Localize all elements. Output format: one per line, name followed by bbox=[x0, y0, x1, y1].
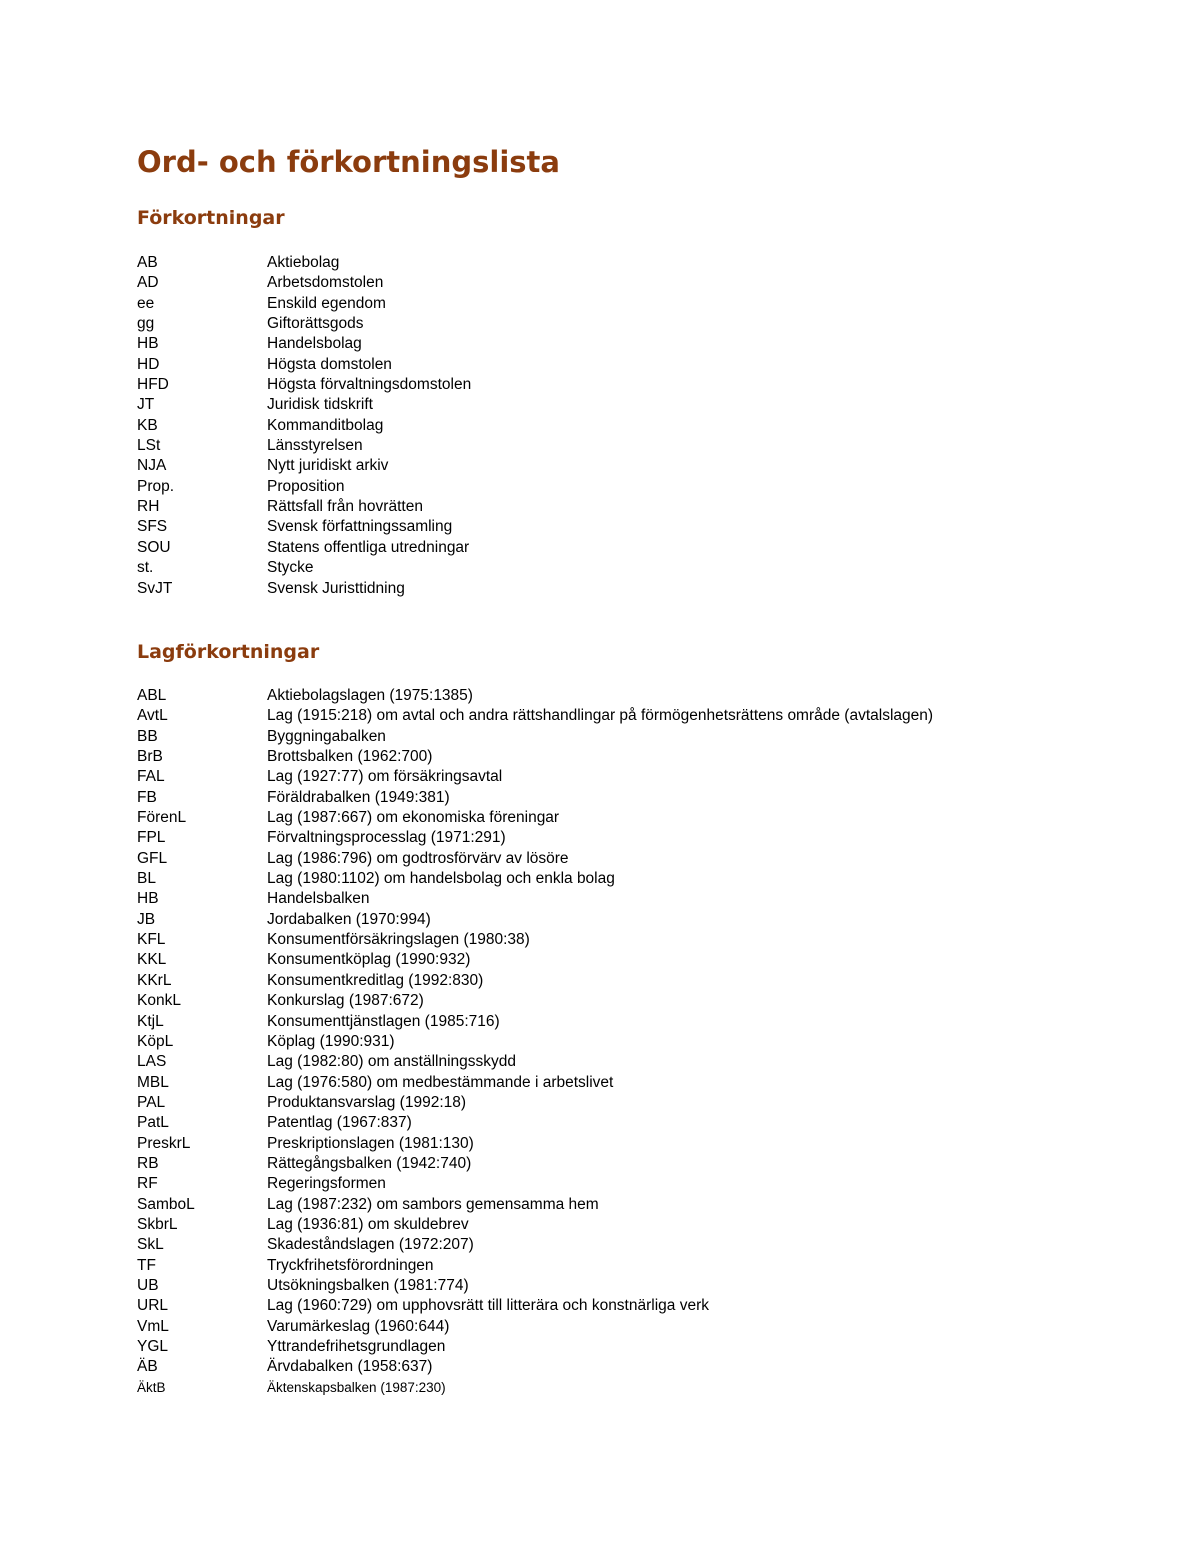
abbreviation-description: Svensk Juristtidning bbox=[267, 579, 405, 597]
list-item bbox=[137, 889, 933, 909]
law-abbreviation-term: UB bbox=[137, 1276, 159, 1294]
law-abbreviation-term: YGL bbox=[137, 1338, 169, 1355]
law-abbreviation-description: Lag (1976:580) om medbestämmande i arbetslivet bbox=[267, 1073, 614, 1091]
law-abbreviation-term: BL bbox=[137, 870, 156, 888]
list-item bbox=[137, 1378, 933, 1398]
law-abbreviation-description: Aktiebolagslagen (1975:1385) bbox=[267, 687, 473, 704]
law-abbreviation-description: Preskriptionslagen (1981:130) bbox=[267, 1134, 474, 1152]
page-title: Ord- och förkortningslista bbox=[137, 145, 560, 179]
list-item bbox=[137, 1317, 933, 1337]
list-item bbox=[137, 273, 471, 293]
abbreviation-term: SvJT bbox=[137, 579, 173, 597]
law-abbreviation-description: Lag (1927:77) om försäkringsavtal bbox=[267, 768, 503, 786]
abbreviation-term: SFS bbox=[137, 518, 168, 536]
list-item bbox=[137, 314, 471, 334]
law-abbreviation-description: Jordabalken (1970:994) bbox=[267, 910, 431, 928]
law-abbreviation-term: GFL bbox=[137, 849, 168, 867]
law-abbreviation-term: SkL bbox=[137, 1236, 164, 1254]
law-abbreviation-term: AvtL bbox=[137, 707, 168, 725]
abbreviation-term: HFD bbox=[137, 376, 169, 394]
abbreviation-description: Högsta förvaltningsdomstolen bbox=[267, 376, 472, 394]
list-item bbox=[137, 869, 933, 889]
law-abbreviation-description: Brottsbalken (1962:700) bbox=[267, 748, 433, 766]
abbreviation-term: NJA bbox=[137, 457, 167, 475]
list-item bbox=[137, 1215, 933, 1235]
list-item bbox=[137, 497, 471, 517]
law-abbreviation-description: Skadeståndslagen (1972:207) bbox=[267, 1236, 474, 1254]
abbreviation-description: Högsta domstolen bbox=[267, 355, 392, 373]
law-abbreviation-term: PAL bbox=[137, 1093, 166, 1111]
list-item bbox=[137, 808, 933, 828]
abbreviation-term: AD bbox=[137, 274, 159, 292]
list-item bbox=[137, 1357, 933, 1377]
law-abbreviation-term: MBL bbox=[137, 1073, 169, 1091]
abbreviation-term: ee bbox=[137, 294, 155, 312]
list-item bbox=[137, 477, 471, 497]
law-abbreviation-description: Lag (1980:1102) om handelsbolag och enkla bolag bbox=[267, 870, 615, 888]
list-item bbox=[137, 686, 933, 706]
list-item bbox=[137, 1032, 933, 1052]
list-item bbox=[137, 1134, 933, 1154]
law-abbreviation-term: KtjL bbox=[137, 1012, 164, 1030]
law-abbreviation-term: ÄB bbox=[137, 1358, 158, 1376]
abbreviation-description: Proposition bbox=[267, 477, 345, 495]
law-abbreviation-description: Patentlag (1967:837) bbox=[267, 1114, 412, 1132]
list-item bbox=[137, 991, 933, 1011]
law-abbreviation-description: Lag (1960:729) om upphovsrätt till litterära och konstnärliga verk bbox=[267, 1297, 709, 1315]
law-abbreviation-term: FAL bbox=[137, 768, 165, 786]
law-abbreviation-description: Produktansvarslag (1992:18) bbox=[267, 1093, 467, 1111]
list-item bbox=[137, 517, 471, 537]
law-abbreviation-description: Konsumenttjänstlagen (1985:716) bbox=[267, 1012, 500, 1030]
law-abbreviation-description: Rättegångsbalken (1942:740) bbox=[267, 1154, 472, 1172]
law-abbreviation-term: JB bbox=[137, 910, 156, 928]
law-abbreviation-term: FPL bbox=[137, 829, 166, 847]
law-abbreviation-term: VmL bbox=[137, 1317, 169, 1335]
list-item bbox=[137, 436, 471, 456]
list-item bbox=[137, 538, 471, 558]
list-item bbox=[137, 747, 933, 767]
law-abbreviation-term: URL bbox=[137, 1297, 169, 1315]
list-item bbox=[137, 1235, 933, 1255]
law-abbreviation-description: Konkurslag (1987:672) bbox=[267, 992, 424, 1010]
list-item bbox=[137, 1052, 933, 1072]
list-item bbox=[137, 727, 933, 747]
abbreviation-description: Länsstyrelsen bbox=[267, 437, 363, 455]
abbreviation-term: Prop. bbox=[137, 477, 175, 495]
list-item bbox=[137, 1296, 933, 1316]
list-item bbox=[137, 828, 933, 848]
law-abbreviation-description: Lag (1915:218) om avtal och andra rättshandlingar på förmögenhetsrättens område (avtalslagen) bbox=[267, 707, 934, 725]
law-abbreviation-description: Utsökningsbalken (1981:774) bbox=[267, 1276, 469, 1294]
law-abbreviation-term: TF bbox=[137, 1256, 156, 1274]
law-abbreviation-description: Konsumentförsäkringslagen (1980:38) bbox=[267, 931, 530, 949]
law-abbreviation-description: Yttrandefrihetsgrundlagen bbox=[267, 1338, 446, 1355]
abbreviation-description: Aktiebolag bbox=[267, 254, 340, 271]
law-abbreviation-term: ÄktB bbox=[137, 1379, 166, 1395]
list-item bbox=[137, 910, 933, 930]
list-item bbox=[137, 334, 471, 354]
law-abbreviation-description: Lag (1986:796) om godtrosförvärv av lösöre bbox=[267, 849, 569, 867]
abbreviation-description: Enskild egendom bbox=[267, 294, 386, 312]
law-abbreviation-description: Köplag (1990:931) bbox=[267, 1032, 395, 1050]
law-abbreviation-term: LAS bbox=[137, 1053, 167, 1071]
law-abbreviation-description: Lag (1987:667) om ekonomiska föreningar bbox=[267, 809, 560, 827]
list-item bbox=[137, 849, 933, 869]
law-abbreviation-term: KonkL bbox=[137, 992, 181, 1010]
law-abbreviation-description: Konsumentköplag (1990:932) bbox=[267, 951, 471, 969]
law-abbreviation-term: PreskrL bbox=[137, 1134, 191, 1152]
list-item bbox=[137, 1174, 933, 1194]
list-item bbox=[137, 1012, 933, 1032]
law-abbreviation-description: Förvaltningsprocesslag (1971:291) bbox=[267, 829, 506, 847]
law-abbreviation-description: Konsumentkreditlag (1992:830) bbox=[267, 971, 484, 989]
law-abbreviation-term: KKrL bbox=[137, 971, 172, 989]
law-abbreviation-term: BB bbox=[137, 727, 158, 745]
abbreviation-description: Juridisk tidskrift bbox=[267, 396, 373, 414]
list-item bbox=[137, 788, 933, 808]
abbreviation-term: HD bbox=[137, 355, 160, 373]
law-abbreviation-term: HB bbox=[137, 890, 159, 908]
list-item bbox=[137, 1073, 933, 1093]
law-abbreviation-term: ABL bbox=[137, 687, 167, 704]
law-abbreviation-description: Lag (1982:80) om anställningsskydd bbox=[267, 1053, 517, 1071]
list-item bbox=[137, 1337, 933, 1357]
list-item bbox=[137, 1154, 933, 1174]
law-abbreviation-term: KöpL bbox=[137, 1032, 174, 1050]
law-abbreviation-description: Varumärkeslag (1960:644) bbox=[267, 1317, 450, 1335]
law-abbreviation-term: PatL bbox=[137, 1114, 169, 1132]
law-abbreviation-term: RF bbox=[137, 1175, 158, 1193]
list-item bbox=[137, 456, 471, 476]
list-item bbox=[137, 375, 471, 395]
abbreviation-description: Handelsbolag bbox=[267, 335, 362, 353]
law-abbreviation-description: Lag (1987:232) om sambors gemensamma hem bbox=[267, 1195, 599, 1213]
list-item bbox=[137, 950, 933, 970]
law-abbreviation-description: Lag (1936:81) om skuldebrev bbox=[267, 1215, 469, 1233]
law-abbreviation-description: Regeringsformen bbox=[267, 1175, 386, 1193]
law-abbreviation-description: Äktenskapsbalken (1987:230) bbox=[267, 1379, 446, 1395]
list-item bbox=[137, 1256, 933, 1276]
abbreviation-description: Svensk författningssamling bbox=[267, 518, 453, 536]
list-item bbox=[137, 971, 933, 991]
abbreviation-description: Kommanditbolag bbox=[267, 416, 384, 434]
list-item bbox=[137, 355, 471, 375]
list-item bbox=[137, 416, 471, 436]
list-item bbox=[137, 1113, 933, 1133]
abbreviation-term: st. bbox=[137, 559, 154, 577]
law-abbreviation-description: Handelsbalken bbox=[267, 890, 370, 908]
abbreviation-term: JT bbox=[137, 396, 155, 414]
law-abbreviation-term: FB bbox=[137, 788, 157, 806]
abbreviation-list bbox=[137, 253, 471, 599]
law-abbreviation-term: SkbrL bbox=[137, 1215, 178, 1233]
list-item bbox=[137, 706, 933, 726]
list-item bbox=[137, 1276, 933, 1296]
law-abbreviation-term: SamboL bbox=[137, 1195, 195, 1213]
abbreviation-description: Rättsfall från hovrätten bbox=[267, 498, 423, 516]
list-item bbox=[137, 253, 471, 273]
abbreviation-description: Nytt juridiskt arkiv bbox=[267, 457, 389, 475]
abbreviation-term: gg bbox=[137, 315, 155, 333]
law-abbreviation-term: FörenL bbox=[137, 809, 187, 827]
list-item bbox=[137, 767, 933, 787]
law-abbreviation-term: RB bbox=[137, 1154, 159, 1172]
law-abbreviation-term: KKL bbox=[137, 951, 167, 969]
abbreviation-term: LSt bbox=[137, 437, 161, 455]
abbreviation-description: Stycke bbox=[267, 559, 314, 577]
abbreviation-description: Arbetsdomstolen bbox=[267, 274, 384, 292]
abbreviation-description: Statens offentliga utredningar bbox=[267, 538, 470, 556]
list-item bbox=[137, 930, 933, 950]
abbreviation-term: KB bbox=[137, 416, 158, 434]
law-abbreviation-description: Byggningabalken bbox=[267, 727, 386, 745]
list-item bbox=[137, 1195, 933, 1215]
section-heading-abbreviations: Förkortningar bbox=[137, 207, 285, 229]
law-abbreviation-term: KFL bbox=[137, 931, 166, 949]
abbreviation-term: HB bbox=[137, 335, 159, 353]
abbreviation-term: SOU bbox=[137, 538, 171, 556]
abbreviation-term: AB bbox=[137, 254, 158, 271]
list-item bbox=[137, 558, 471, 578]
law-abbreviation-description: Tryckfrihetsförordningen bbox=[267, 1256, 434, 1274]
list-item bbox=[137, 395, 471, 415]
section-heading-law-abbreviations: Lagförkortningar bbox=[137, 641, 320, 663]
list-item bbox=[137, 579, 471, 599]
abbreviation-term: RH bbox=[137, 498, 160, 516]
law-abbreviation-description: Föräldrabalken (1949:381) bbox=[267, 788, 450, 806]
law-abbreviation-list bbox=[137, 686, 933, 1398]
law-abbreviation-term: BrB bbox=[137, 748, 163, 766]
list-item bbox=[137, 1093, 933, 1113]
law-abbreviation-description: Ärvdabalken (1958:637) bbox=[267, 1358, 433, 1376]
list-item bbox=[137, 294, 471, 314]
abbreviation-description: Giftorättsgods bbox=[267, 315, 364, 333]
